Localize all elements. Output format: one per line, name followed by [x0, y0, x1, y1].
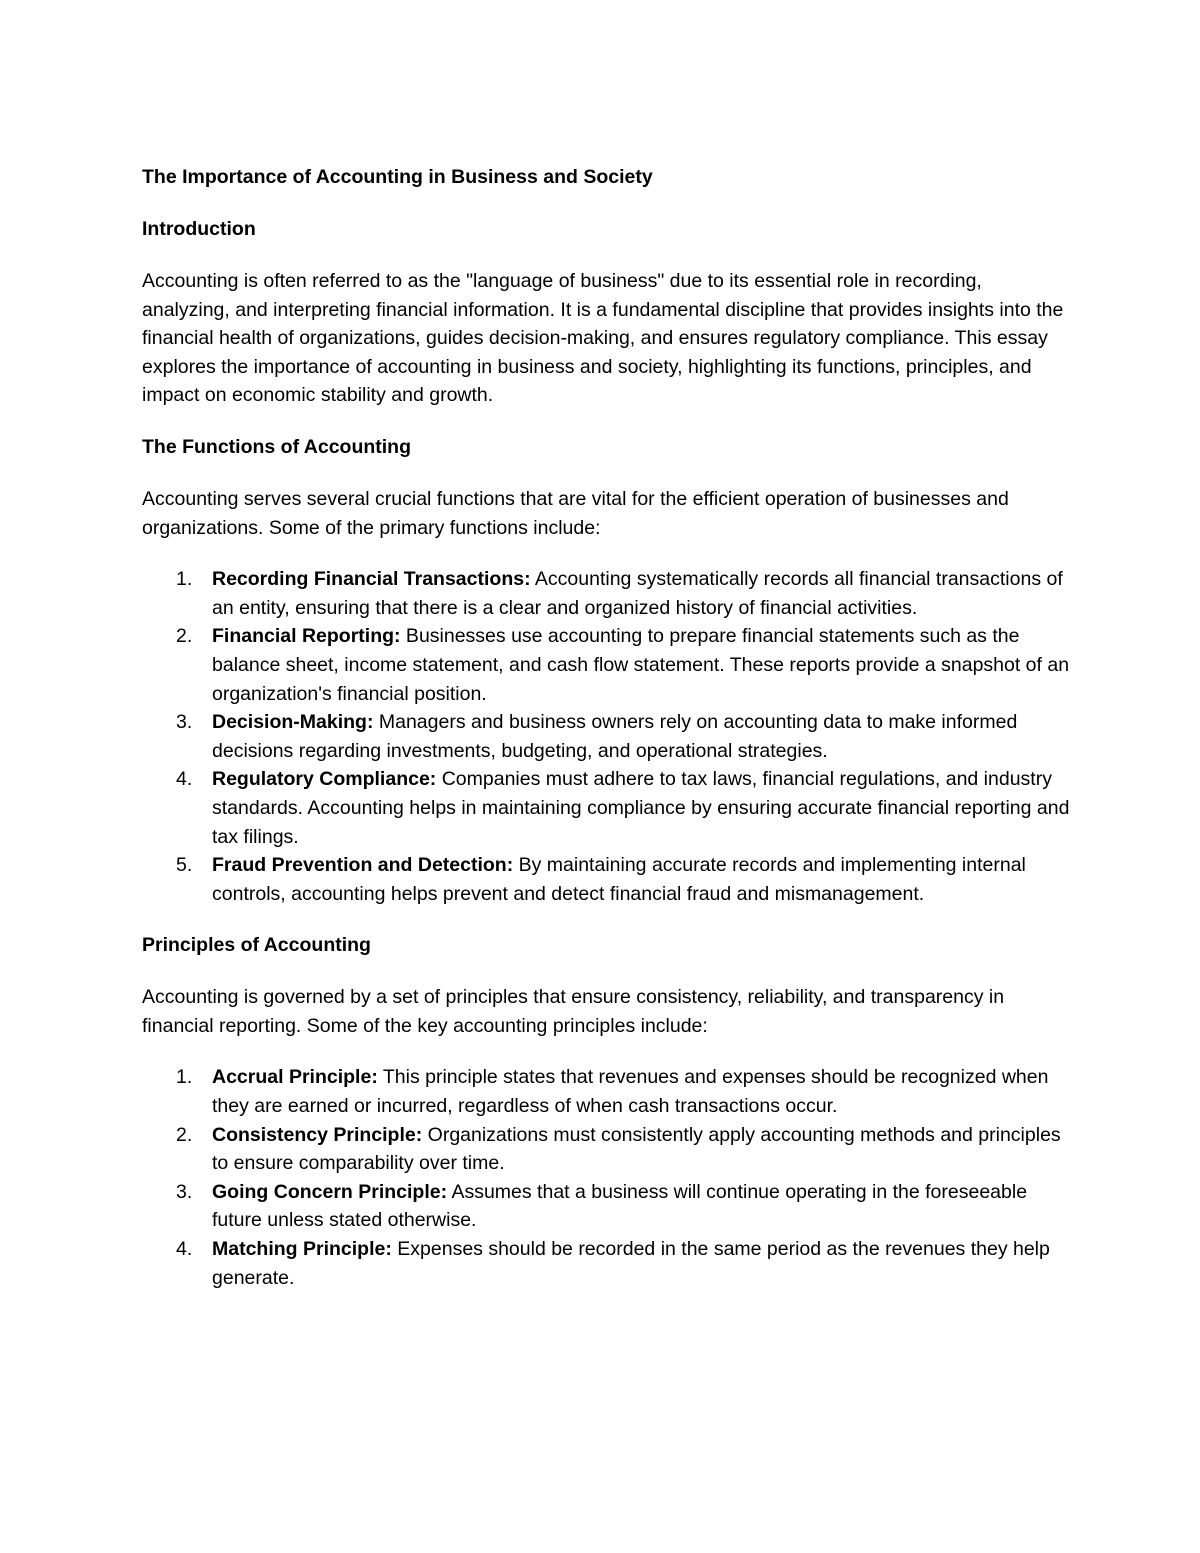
list-item-number: 5. [176, 854, 193, 877]
list-item [142, 708, 1072, 765]
list-item-term: Accrual Principle: [212, 1066, 378, 1089]
list-item-text: By maintaining accurate records and implementing internal controls, accounting helps prevent and detect financial fraud and mismanagement. [212, 854, 1026, 905]
list-item [142, 1121, 1072, 1178]
list-item-text: Organizations must consistently apply accounting methods and principles to ensure comparability over time. [212, 1123, 1061, 1175]
list-item-text: This principle states that revenues and expenses should be recognized when they are earned or incurred, regardless of when cash transactions occur. [212, 1066, 1049, 1118]
document-body [142, 163, 1072, 1292]
principles-list [142, 1063, 1072, 1292]
principles-paragraph: Accounting is governed by a set of principles that ensure consistency, reliability, and transparency in financial reporting. Some of the key accounting principles include: [142, 986, 1005, 1037]
list-item-number: 4. [176, 768, 193, 791]
section-heading-principles: Principles of Accounting [142, 934, 371, 957]
section-heading-functions: The Functions of Accounting [142, 435, 412, 458]
list-item-term: Consistency Principle: [212, 1123, 423, 1146]
list-item [142, 851, 1072, 908]
list-item-term: Going Concern Principle: [212, 1180, 448, 1203]
list-item-term: Decision-Making: [212, 711, 374, 734]
functions-list [142, 565, 1072, 908]
list-item [142, 565, 1072, 622]
list-item [142, 1063, 1072, 1120]
list-item [142, 1235, 1072, 1292]
list-item [142, 622, 1072, 708]
list-item-number: 4. [176, 1238, 193, 1261]
list-item-text: Managers and business owners rely on accounting data to make informed decisions regarding investments, budgeting, and operational strategies. [212, 711, 1018, 762]
list-item-text: Accounting systematically records all financial transactions of an entity, ensuring that there is a clear and organized history of financial activities. [212, 568, 1063, 619]
list-item-text: Businesses use accounting to prepare financial statements such as the balance sheet, income statement, and cash flow statement. These reports provide a snapshot of an organization's financial position. [212, 625, 1070, 705]
list-item-text: Assumes that a business will continue operating in the foreseeable future unless stated otherwise. [212, 1180, 1028, 1232]
list-item-term: Matching Principle: [212, 1238, 392, 1261]
list-item-term: Fraud Prevention and Detection: [212, 854, 514, 877]
list-item-number: 1. [176, 1066, 193, 1089]
list-item-term: Regulatory Compliance: [212, 768, 437, 791]
list-item-text: Companies must adhere to tax laws, financial regulations, and industry standards. Accounting helps in maintaining compliance by ensuring accurate financial reporting and tax filings. [212, 768, 1070, 848]
list-item-term: Recording Financial Transactions: [212, 568, 531, 591]
list-item-number: 2. [176, 1123, 193, 1146]
list-item-text: Expenses should be recorded in the same period as the revenues they help generate. [212, 1238, 1050, 1289]
functions-paragraph: Accounting serves several crucial functions that are vital for the efficient operation of businesses and organizations. Some of the primary functions include: [142, 487, 1009, 539]
list-item-number: 1. [176, 568, 193, 591]
list-item-number: 2. [176, 625, 193, 648]
introduction-paragraph: Accounting is often referred to as the "language of business" due to its essential role in recording, analyzing, and interpreting financial information. It is a fundamental discipline that provides insights into the financial health of organizations, guides decision-making, and ensures regulatory compliance. This essay explores the importance of accounting in business and society, highlighting its functions, principles, and impact on economic stability and growth. [142, 270, 1064, 407]
list-item-number: 3. [176, 711, 193, 734]
list-item-term: Financial Reporting: [212, 625, 401, 648]
section-heading-introduction: Introduction [142, 218, 256, 240]
list-item-number: 3. [176, 1180, 193, 1203]
list-item [142, 1178, 1072, 1235]
list-item [142, 765, 1072, 851]
document-title: The Importance of Accounting in Business and Society [142, 166, 653, 188]
